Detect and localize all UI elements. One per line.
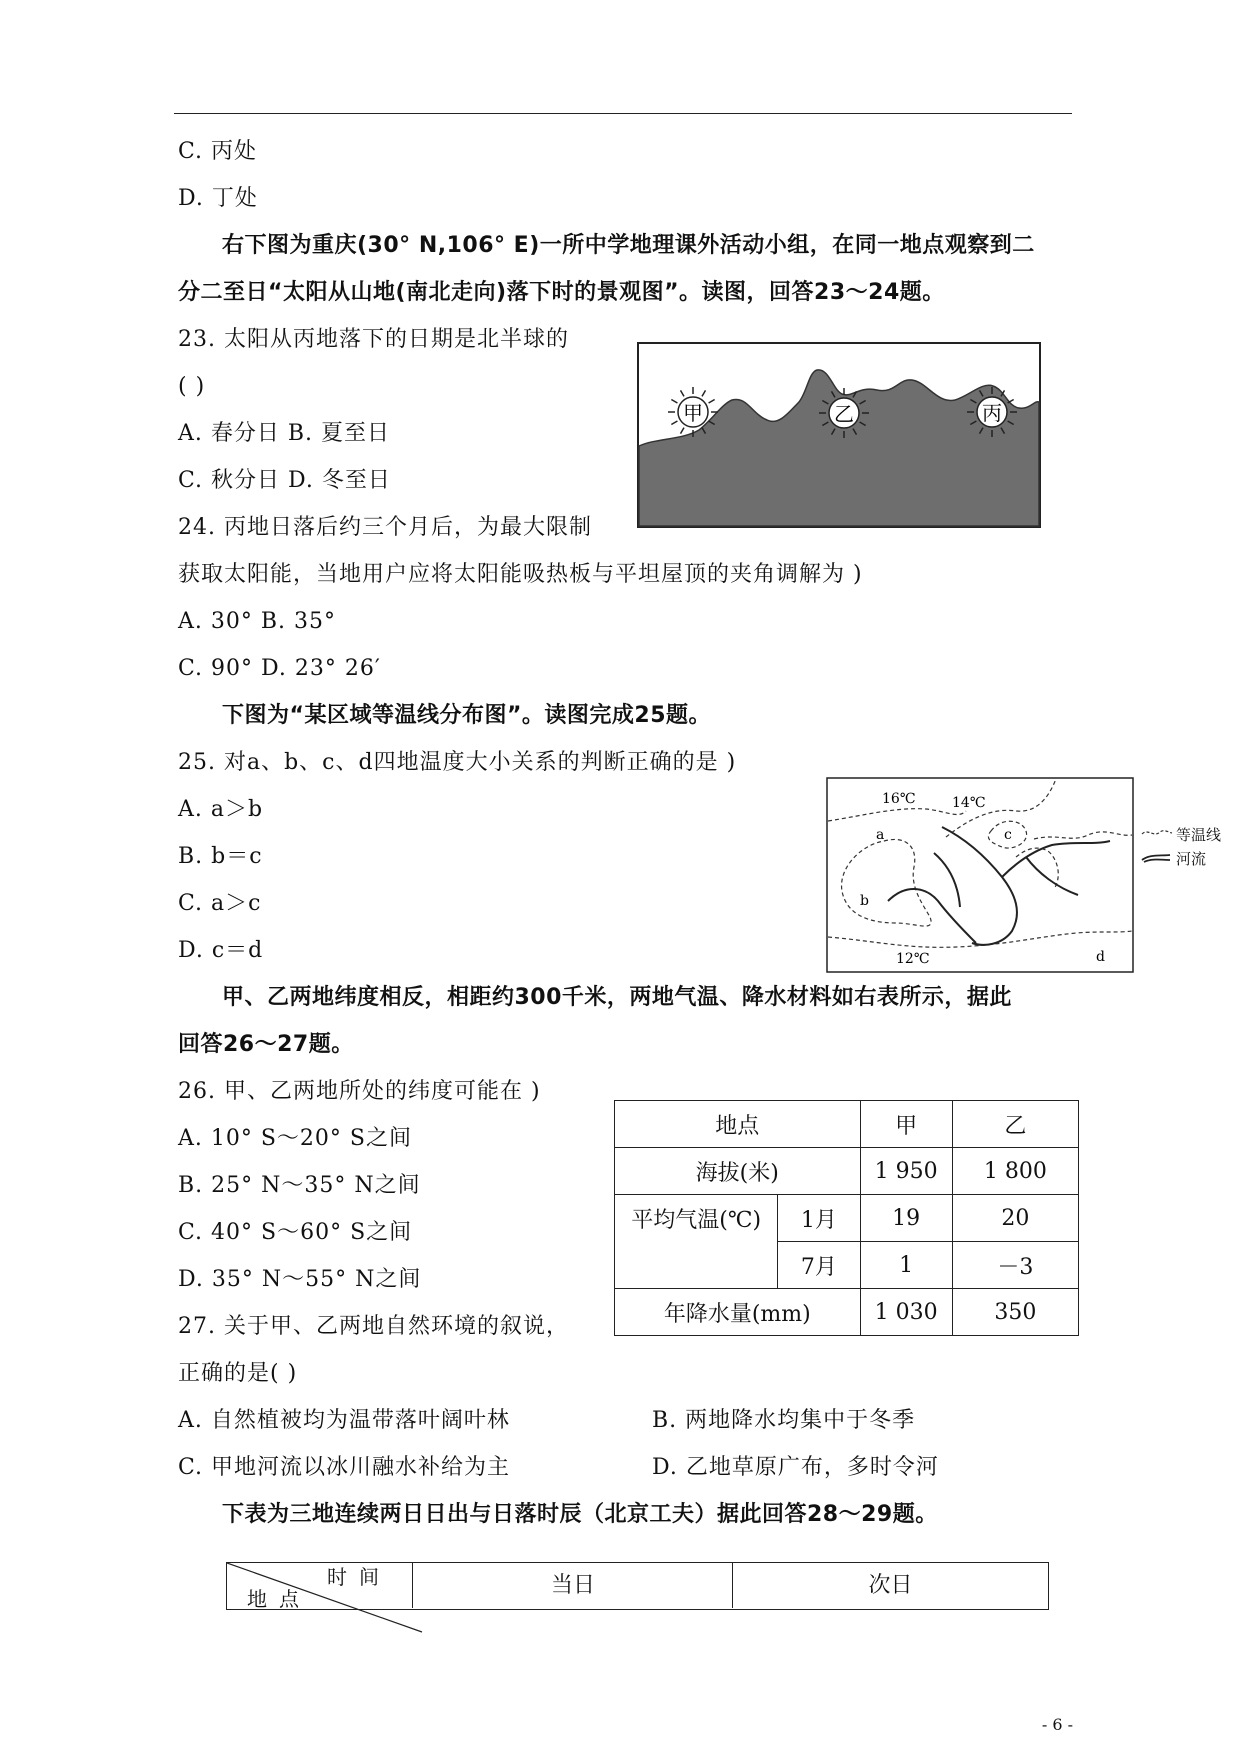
point-c: c: [1004, 827, 1012, 843]
isotherm-map: [826, 777, 1136, 973]
temp-jan-jia: 19: [860, 1195, 952, 1242]
text-line: 26. 甲、乙两地所处的纬度可能在 ): [178, 1079, 541, 1104]
text-line: A. 自然植被均为温带落叶阔叶林: [178, 1408, 510, 1433]
header-jia: 甲: [860, 1101, 952, 1148]
text-line: 下表为三地连续两日日出与日落时辰（北京工夫）据此回答28～29题。: [222, 1502, 938, 1527]
point-a: a: [876, 827, 885, 843]
temp-label-12: 12℃: [896, 951, 930, 967]
precip-yi: 350: [952, 1289, 1078, 1336]
point-d: d: [1096, 949, 1105, 965]
temp-jan-yi: 20: [952, 1195, 1078, 1242]
altitude-label: 海拔(米): [615, 1148, 861, 1195]
altitude-jia: 1 950: [860, 1148, 952, 1195]
temp-label-14: 14℃: [952, 795, 986, 811]
text-line: ( ): [178, 374, 206, 399]
text-line: B. b＝c: [178, 844, 263, 869]
month-jan: 1月: [778, 1195, 860, 1242]
text-line: C. a＞c: [178, 891, 262, 916]
corner-place-label: 地点: [247, 1587, 311, 1611]
legend-river-label: 河流: [1176, 850, 1207, 868]
temp-jul-yi: －3: [952, 1242, 1078, 1289]
text-line: 分二至日“太阳从山地(南北走向)落下时的景观图”。读图，回答23～24题。: [178, 280, 945, 305]
col-today: 当日: [414, 1563, 733, 1608]
text-line: C. 40° S～60° S之间: [178, 1220, 413, 1245]
text-line: C. 甲地河流以冰川融水补给为主: [178, 1455, 511, 1480]
header-yi: 乙: [952, 1101, 1078, 1148]
text-line: B. 两地降水均集中于冬季: [652, 1408, 916, 1433]
text-line: 回答26～27题。: [178, 1032, 354, 1057]
table-row: [615, 1289, 1079, 1336]
text-line: 获取太阳能，当地用户应将太阳能吸热板与平坦屋顶的夹角调解为 ): [178, 562, 863, 587]
legend-isotherm-symbol: [1140, 828, 1174, 838]
page-number: - 6 -: [1041, 1715, 1073, 1734]
legend-isotherm-label: 等温线: [1176, 826, 1222, 844]
text-line: 23. 太阳从丙地落下的日期是北半球的: [178, 327, 569, 352]
month-jul: 7月: [778, 1242, 860, 1289]
text-line: D. 丁处: [178, 186, 258, 211]
text-line: B. 25° N～35° N之间: [178, 1173, 421, 1198]
point-b: b: [860, 893, 869, 909]
temp-label-16: 16℃: [882, 791, 916, 807]
header-place: 地点: [615, 1101, 861, 1148]
col-nextday: 次日: [868, 1573, 913, 1598]
precip-jia: 1 030: [860, 1289, 952, 1336]
text-line: 27. 关于甲、乙两地自然环境的叙说，: [178, 1314, 569, 1339]
text-line: A. 30° B. 35°: [178, 609, 337, 634]
sun-label-jia: 甲: [683, 401, 703, 425]
text-line: 25. 对a、b、c、d四地温度大小关系的判断正确的是 ): [178, 750, 737, 775]
legend-river-symbol: [1140, 852, 1174, 864]
text-line: C. 丙处: [178, 139, 258, 164]
text-line: A. 春分日 B. 夏至日: [178, 421, 391, 446]
text-line: 甲、乙两地纬度相反，相距约300千米，两地气温、降水材料如右表所示，据此: [222, 985, 1012, 1010]
text-line: C. 秋分日 D. 冬至日: [178, 468, 391, 493]
header-rule: [174, 113, 1072, 114]
climate-table: [614, 1100, 1079, 1336]
text-line: 下图为“某区域等温线分布图”。读图完成25题。: [222, 703, 712, 728]
text-line: C. 90° D. 23° 26′: [178, 656, 381, 681]
text-line: D. 乙地草原广布，多时令河: [652, 1455, 939, 1480]
text-line: D. c＝d: [178, 938, 264, 963]
precip-label: 年降水量(mm): [615, 1289, 861, 1336]
table-row: [615, 1148, 1079, 1195]
text-line: 正确的是( ): [178, 1361, 298, 1386]
text-line: 右下图为重庆(30° N,106° E)一所中学地理课外活动小组，在同一地点观察到二: [222, 233, 1035, 258]
sun-label-bing: 丙: [982, 401, 1002, 425]
table-row: [615, 1195, 1079, 1242]
sun-time-table: [226, 1562, 1049, 1610]
sun-label-yi: 乙: [834, 402, 854, 426]
table-row: [615, 1101, 1079, 1148]
temp-label: 平均气温(℃): [615, 1195, 778, 1289]
text-line: 24. 丙地日落后约三个月后，为最大限制: [178, 515, 592, 540]
text-line: D. 35° N～55° N之间: [178, 1267, 422, 1292]
altitude-yi: 1 800: [952, 1148, 1078, 1195]
text-line: A. 10° S～20° S之间: [178, 1126, 412, 1151]
text-line: A. a＞b: [178, 797, 264, 822]
sunset-mountain-figure: [637, 342, 1041, 528]
temp-jul-jia: 1: [860, 1242, 952, 1289]
corner-time-label: 时间: [327, 1565, 391, 1589]
